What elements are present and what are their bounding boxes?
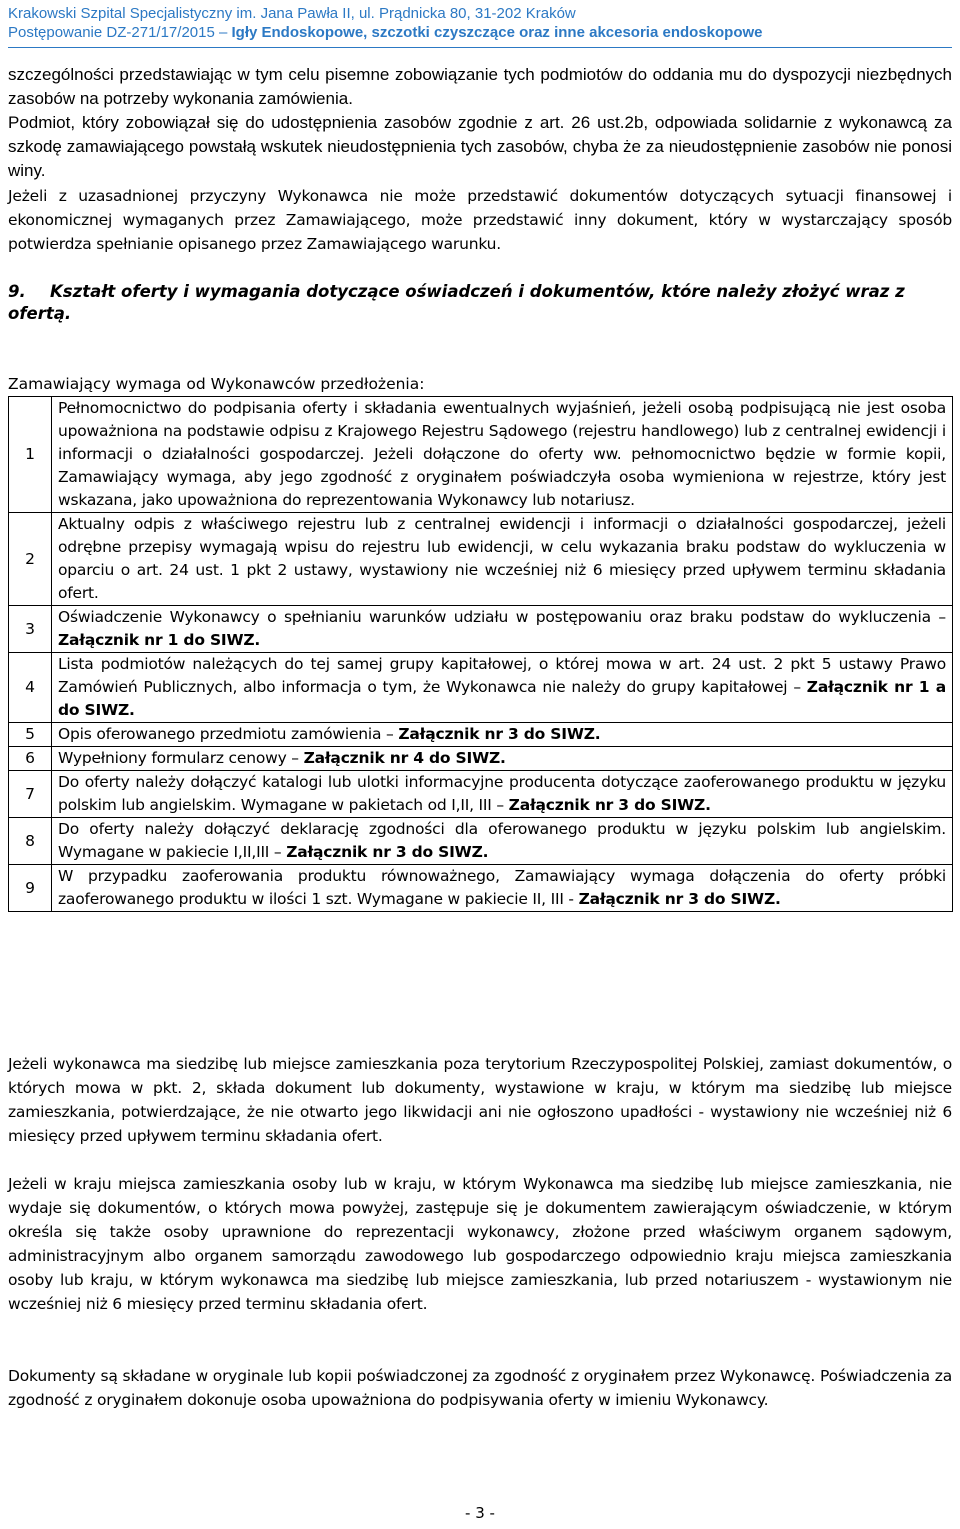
requirement-number: 4 xyxy=(9,653,52,723)
requirement-description: Lista podmiotów należących do tej samej grupy kapitałowej, o której mowa w art. 24 ust. 2 pkt 5 ustawy Prawo Zamówień Publicznych, albo informacja o tym, że Wykonawca nie należy do grupy kapitałowej – xyxy=(58,655,946,696)
table-row xyxy=(9,771,953,818)
requirement-attachment-ref: Załącznik nr 1 a do SIWZ. xyxy=(58,678,947,719)
requirement-text xyxy=(52,818,953,865)
requirement-description: Pełnomocnictwo do podpisania oferty i składania ewentualnych wyjaśnień, jeżeli osobą podpisującą nie jest osoba upoważniona na podstawie odpisu z Krajowego Rejestru Sądowego (rejestru handlowego) lub z centralnej ewidencji i informacji o działalności gospodarczej. Jeżeli dołączone do oferty ww. pełnomocnictwo będzie w formie kopii, Zamawiający wymaga, aby jego zgodność z oryginałem poświadczyła osoba wymieniona w rejestrze, który jest wskazana, jako upoważniona do reprezentowania Wykonawcy lub notariusz. xyxy=(58,399,946,509)
requirement-text xyxy=(52,397,953,513)
requirement-attachment-ref: Załącznik nr 3 do SIWZ. xyxy=(398,725,601,743)
requirement-number: 9 xyxy=(9,865,52,912)
requirement-text xyxy=(52,865,953,912)
table-row xyxy=(9,747,953,771)
requirement-number: 2 xyxy=(9,513,52,606)
bottom-paragraph-3 xyxy=(8,1364,952,1412)
table-row xyxy=(9,818,953,865)
requirement-description: Oświadczenie Wykonawcy o spełnianiu warunków udziału w postępowaniu oraz braku podstaw do wykluczenia – xyxy=(58,608,946,626)
requirement-attachment-ref: Załącznik nr 3 do SIWZ. xyxy=(508,796,711,814)
table-row xyxy=(9,865,953,912)
requirement-description: W przypadku zaoferowania produktu równoważnego, Zamawiający wymaga dołączenia do oferty próbki zaoferowanego produktu w ilości 1 szt. Wymagane w pakiecie II, III - xyxy=(58,867,946,908)
requirement-text xyxy=(52,513,953,606)
requirement-description: Do oferty należy dołączyć deklarację zgodności dla oferowanego produktu w języku polskim lub angielskim. Wymagane w pakiecie I,II,III – xyxy=(58,820,946,861)
requirement-description: Opis oferowanego przedmiotu zamówienia – xyxy=(58,725,399,743)
requirement-description: Aktualny odpis z właściwego rejestru lub z centralnej ewidencji i informacji o działalności gospodarczej, jeżeli odrębne przepisy wymagają wpisu do rejestru lub ewidencji, w celu wykazania braku podstaw do wykluczenia w oparciu o art. 24 ust. 1 pkt 2 ustawy, wystawiony nie wcześniej niż 6 miesięcy przed upływem terminu składania ofert. xyxy=(58,515,946,602)
requirement-text xyxy=(52,771,953,818)
requirement-text xyxy=(52,747,953,771)
paragraph: Jeżeli wykonawca ma siedzibę lub miejsce zamieszkania poza terytorium Rzeczypospolitej Polskiej, zamiast dokumentów, o których mowa w pkt. 2, składa dokument lub dokumenty, wystawione w kraju, w którym ma siedzibę lub miejsce zamieszkania, potwierdzające, że nie otwarto jego likwidacji ani nie ogłoszono upadłości - wystawiony nie wcześniej niż 6 miesięcy przed upływem terminu składania ofert. xyxy=(8,1055,952,1145)
requirements-table xyxy=(8,396,953,912)
requirement-attachment-ref: Załącznik nr 4 do SIWZ. xyxy=(303,749,506,767)
requirement-number: 6 xyxy=(9,747,52,771)
requirement-description: Wypełniony formularz cenowy – xyxy=(58,749,304,767)
requirement-attachment-ref: Załącznik nr 1 do SIWZ. xyxy=(58,631,261,649)
bottom-paragraph-1 xyxy=(8,1052,952,1148)
paragraph: Jeżeli z uzasadnionej przyczyny Wykonawca nie może przedstawić dokumentów dotyczących sytuacji finansowej i ekonomicznej wymaganych przez Zamawiającego, może przedstawić inny dokument, który w wystarczający sposób potwierdza spełnianie opisanego przez Zamawiającego warunku. xyxy=(8,187,952,253)
header-procedure xyxy=(8,23,952,42)
table-row xyxy=(9,723,953,747)
requirement-attachment-ref: Załącznik nr 3 do SIWZ. xyxy=(286,843,489,861)
top-text-verdana xyxy=(8,184,952,256)
requirement-attachment-ref: Załącznik nr 3 do SIWZ. xyxy=(578,890,781,908)
paragraph: Podmiot, który zobowiązał się do udostępnienia zasobów zgodnie z art. 26 ust.2b, odpowiada solidarnie z wykonawcą za szkodę zamawiającego powstałą wskutek nieudostępnienia tych zasobów, chyba że za nieudostępnienie zasobów nie ponosi winy. xyxy=(8,113,952,180)
table-row xyxy=(9,513,953,606)
header-institution: Krakowski Szpital Specjalistyczny im. Jana Pawła II, ul. Prądnicka 80, 31-202 Kraków xyxy=(8,5,576,22)
section-title: Kształt oferty i wymagania dotyczące oświadczeń i dokumentów, które należy złożyć wraz z ofertą. xyxy=(8,282,905,323)
table-row xyxy=(9,397,953,513)
header-procedure-id: Postępowanie DZ-271/17/2015 – xyxy=(8,24,232,41)
header-procedure-subject: Igły Endoskopowe, szczotki czyszczące oraz inne akcesoria endoskopowe xyxy=(231,24,763,41)
requirement-number: 3 xyxy=(9,606,52,653)
requirements-intro: Zamawiający wymaga od Wykonawców przedłożenia: xyxy=(8,375,425,393)
section-heading xyxy=(8,281,952,325)
page-number: - 3 - xyxy=(465,1504,495,1522)
requirement-text xyxy=(52,653,953,723)
requirement-text xyxy=(52,606,953,653)
requirement-number: 5 xyxy=(9,723,52,747)
table-row xyxy=(9,653,953,723)
header-divider xyxy=(8,47,952,48)
bottom-paragraph-2 xyxy=(8,1172,952,1316)
requirement-number: 1 xyxy=(9,397,52,513)
top-text xyxy=(8,63,952,183)
requirement-number: 8 xyxy=(9,818,52,865)
section-number: 9. xyxy=(8,282,26,301)
requirement-number: 7 xyxy=(9,771,52,818)
paragraph: szczególności przedstawiając w tym celu pisemne zobowiązanie tych podmiotów do oddania mu do dyspozycji niezbędnych zasobów na potrzeby wykonania zamówienia. xyxy=(8,65,952,108)
page-header xyxy=(8,4,952,46)
table-row xyxy=(9,606,953,653)
paragraph: Jeżeli w kraju miejsca zamieszkania osoby lub w kraju, w którym Wykonawca ma siedzibę lub miejsce zamieszkania, nie wydaje się dokumentów, o których mowa powyżej, zastępuje się je dokumentem zawierającym oświadczenie, w którym określa się także osoby uprawnione do reprezentacji wykonawcy, złożone przed właściwym organem sądowym, administracyjnym albo organem samorządu zawodowego lub gospodarczego odpowiednio kraju miejsca zamieszkania osoby lub kraju, w którym wykonawca ma siedzibę lub miejsce zamieszkania, lub przed notariuszem - wystawionym nie wcześniej niż 6 miesięcy przed terminu składania ofert. xyxy=(8,1175,952,1313)
paragraph: Dokumenty są składane w oryginale lub kopii poświadczonej za zgodność z oryginałem przez Wykonawcę. Poświadczenia za zgodność z oryginałem dokonuje osoba upoważniona do podpisywania oferty w imieniu Wykonawcy. xyxy=(8,1367,952,1409)
requirement-description: Do oferty należy dołączyć katalogi lub ulotki informacyjne producenta dotyczące zaoferowanego produktu w języku polskim lub angielskim. Wymagane w pakietach od I,II, III – xyxy=(58,773,946,814)
requirement-text xyxy=(52,723,953,747)
